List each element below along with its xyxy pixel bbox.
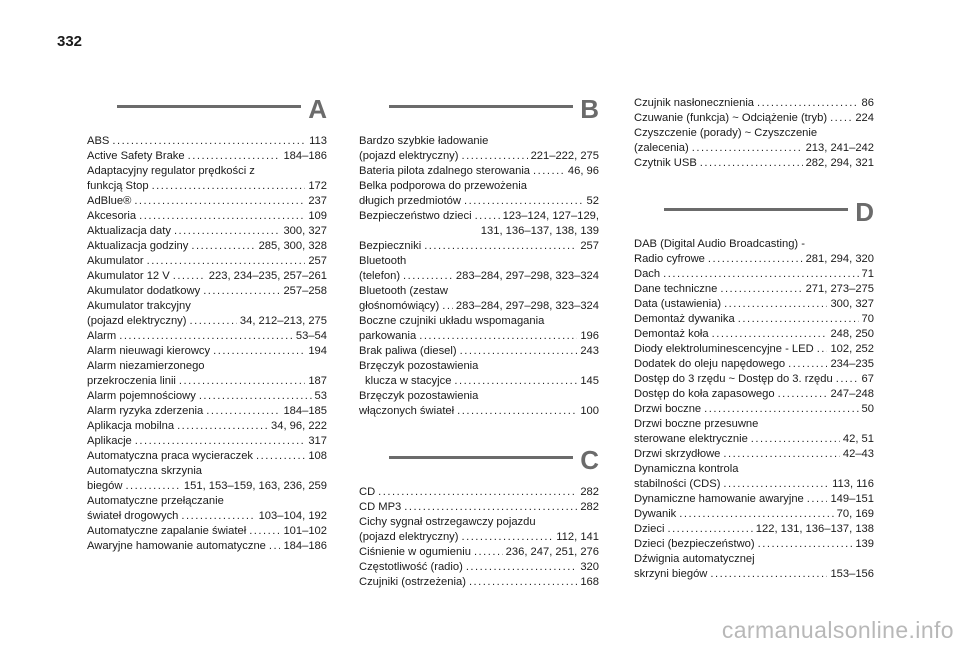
entry-term: Dzieci (bezpieczeństwo) — [634, 538, 755, 550]
page-reference[interactable]: 102, 252 — [830, 343, 874, 355]
entry-term: parkowania — [359, 330, 417, 342]
section-rule — [389, 105, 573, 108]
page-reference[interactable]: 112, 141 — [556, 531, 599, 543]
index-entry — [634, 492, 874, 507]
page-reference[interactable]: 46, 96 — [567, 165, 599, 177]
dot-leader — [269, 539, 281, 554]
entry-term: Akumulator dodatkowy — [87, 285, 201, 297]
index-entry — [359, 359, 599, 389]
entry-term: Dach — [634, 268, 661, 280]
index-section — [634, 96, 874, 171]
dot-leader — [179, 374, 305, 389]
page-reference[interactable]: 184–186 — [283, 540, 327, 552]
index-section — [87, 96, 327, 554]
page-reference[interactable]: 236, 247, 251, 276 — [505, 546, 599, 558]
index-entry — [634, 111, 874, 126]
dot-leader — [758, 537, 853, 552]
index-entry — [87, 389, 327, 404]
page-reference[interactable]: 247–248 — [830, 388, 874, 400]
entry-term-line: Automatyczna skrzynia — [87, 465, 203, 477]
section-letter: D — [855, 197, 874, 227]
entry-term-line: Bluetooth — [359, 255, 407, 267]
index-entry — [359, 209, 599, 239]
index-entry — [634, 372, 874, 387]
dot-leader — [723, 477, 829, 492]
index-entry — [634, 462, 874, 492]
index-entry — [634, 126, 874, 156]
dot-leader — [720, 282, 802, 297]
index-column-1 — [87, 96, 327, 554]
index-entry — [87, 434, 327, 449]
index-entry — [359, 164, 599, 179]
entry-term: Bezpieczeństwo dzieci — [359, 210, 472, 222]
dot-leader — [173, 269, 206, 284]
dot-leader — [419, 329, 577, 344]
entry-term-line: Bluetooth (zestaw — [359, 285, 448, 297]
dot-leader — [757, 96, 859, 111]
index-entry — [634, 387, 874, 402]
entry-term: Demontaż dywanika — [634, 313, 735, 325]
dot-leader — [679, 507, 833, 522]
index-entry — [87, 404, 327, 419]
entry-term: skrzyni biegów — [634, 568, 708, 580]
dot-leader — [112, 134, 306, 149]
page-reference[interactable]: 108 — [308, 450, 327, 462]
dot-leader — [464, 194, 584, 209]
dot-leader — [663, 267, 858, 282]
index-entry — [634, 522, 874, 537]
page-reference[interactable]: 282, 294, 321 — [805, 157, 874, 169]
entry-term-line: Automatyczne przełączanie — [87, 495, 224, 507]
index-entry — [87, 329, 327, 344]
index-entry — [87, 344, 327, 359]
entry-term: Częstotliwość (radio) — [359, 561, 463, 573]
entry-term-line: Adaptacyjny regulator prędkości z — [87, 165, 255, 177]
entry-term: Alarm nieuwagi kierowcy — [87, 345, 211, 357]
page-reference[interactable]: 123–124, 127–129, — [502, 210, 599, 222]
entry-term-line: Dźwignia automatycznej — [634, 553, 755, 565]
page-reference[interactable]: 149–151 — [830, 493, 874, 505]
dot-leader — [836, 372, 859, 387]
page-reference[interactable]: 53–54 — [295, 330, 327, 342]
index-entry — [87, 464, 327, 494]
entry-term: świateł drogowych — [87, 510, 179, 522]
dot-leader — [424, 239, 577, 254]
entry-term: Dodatek do oleju napędowego — [634, 358, 786, 370]
index-entry — [359, 389, 599, 419]
entry-term: włączonych świateł — [359, 405, 455, 417]
page-reference[interactable]: 248, 250 — [830, 328, 874, 340]
index-entry — [634, 537, 874, 552]
index-entry — [87, 299, 327, 329]
watermark: carmanualsonline.info — [721, 617, 954, 643]
page-reference[interactable]: 71 — [861, 268, 874, 280]
entry-term: Awaryjne hamowanie automatyczne — [87, 540, 266, 552]
index-entry — [634, 417, 874, 447]
section-rule — [117, 105, 301, 108]
entry-term-line: Dynamiczna kontrola — [634, 463, 739, 475]
entry-term: kluczа w stacyjce — [365, 375, 452, 387]
dot-leader — [817, 342, 828, 357]
page-reference[interactable]: 282 — [580, 501, 599, 513]
dot-leader — [700, 156, 803, 171]
index-entry — [634, 447, 874, 462]
index-entry — [359, 284, 599, 314]
entry-term: (zalecenia) — [634, 142, 689, 154]
page-reference[interactable]: 243 — [580, 345, 599, 357]
page-reference[interactable]: 145 — [580, 375, 599, 387]
page-reference[interactable]: 109 — [308, 210, 327, 222]
dot-leader — [710, 567, 827, 582]
dot-leader — [457, 404, 577, 419]
index-entry — [359, 575, 599, 590]
entry-term: Alarm ryzyka zderzenia — [87, 405, 204, 417]
dot-leader — [134, 194, 305, 209]
page-reference[interactable]: 113 — [309, 135, 327, 147]
entry-term: Akumulator 12 V — [87, 270, 170, 282]
dot-leader — [692, 141, 803, 156]
page-reference[interactable]: 67 — [861, 373, 874, 385]
index-entry — [87, 524, 327, 539]
index-entry — [87, 539, 327, 554]
page-reference[interactable]: 113, 116 — [832, 478, 874, 490]
page-reference[interactable]: 257 — [580, 240, 599, 252]
entry-term: Automatyczne zapalanie świateł — [87, 525, 247, 537]
dot-leader — [147, 254, 306, 269]
dot-leader — [724, 297, 827, 312]
index-entry — [359, 179, 599, 209]
entry-term: Aplikacja mobilna — [87, 420, 175, 432]
index-entry — [634, 237, 874, 267]
entry-term: (pojazd elektryczny) — [359, 531, 459, 543]
page-reference[interactable]: 300, 327 — [830, 298, 874, 310]
index-section — [634, 199, 874, 582]
index-entry — [359, 134, 599, 164]
entry-term: biegów — [87, 480, 123, 492]
index-entry — [359, 344, 599, 359]
section-rule — [664, 208, 848, 211]
index-entry — [634, 357, 874, 372]
index-entry — [359, 560, 599, 575]
dot-leader — [738, 312, 859, 327]
index-entry — [634, 267, 874, 282]
index-entry — [634, 552, 874, 582]
entry-term: stabilności (CDS) — [634, 478, 721, 490]
dot-leader — [403, 269, 453, 284]
page-reference[interactable]: 103–104, 192 — [258, 510, 327, 522]
page-reference[interactable]: 196 — [580, 330, 599, 342]
index-entry — [87, 164, 327, 194]
index-entry — [359, 515, 599, 545]
index-entry — [87, 224, 327, 239]
dot-leader — [199, 389, 312, 404]
index-entry — [634, 297, 874, 312]
entry-term: Radio cyfrowe — [634, 253, 705, 265]
dot-leader — [778, 387, 828, 402]
page-reference[interactable]: 100 — [580, 405, 599, 417]
page-reference[interactable]: 139 — [855, 538, 874, 550]
entry-term: funkcją Stop — [87, 180, 149, 192]
page-reference[interactable]: 42–43 — [842, 448, 874, 460]
page-number: 332 — [57, 33, 83, 50]
entry-term: Aktualizacja godziny — [87, 240, 189, 252]
page-reference[interactable]: 283–284, 297–298, 323–324 — [455, 270, 599, 282]
page-reference[interactable]: 50 — [861, 403, 874, 415]
dot-leader — [712, 327, 828, 342]
dot-leader — [667, 522, 752, 537]
entry-term: Czujnik nasłonecznienia — [634, 97, 755, 109]
page-reference[interactable]: 237 — [308, 195, 327, 207]
section-letter: B — [580, 94, 599, 124]
dot-leader — [404, 500, 577, 515]
entry-term: Data (ustawienia) — [634, 298, 722, 310]
entry-term: Czytnik USB — [634, 157, 697, 169]
page-reference[interactable]: 34, 212–213, 275 — [239, 315, 327, 327]
page-reference[interactable]: 153–156 — [830, 568, 874, 580]
dot-leader — [460, 344, 578, 359]
dot-leader — [135, 434, 306, 449]
index-column-3 — [634, 96, 874, 582]
entry-term-line: Boczne czujniki układu wspomagania — [359, 315, 545, 327]
index-entry — [87, 269, 327, 284]
dot-leader — [125, 479, 180, 494]
section-header — [87, 96, 327, 134]
entry-term: Alarm pojemnościowy — [87, 390, 196, 402]
dot-leader — [119, 329, 293, 344]
page-reference[interactable]: 281, 294, 320 — [805, 253, 874, 265]
index-entry — [634, 156, 874, 171]
index-entry — [634, 282, 874, 297]
entry-term: Bateria pilota zdalnego sterowania — [359, 165, 531, 177]
index-entry — [359, 545, 599, 560]
page-reference[interactable]: 42, 51 — [842, 433, 874, 445]
index-entry — [87, 419, 327, 434]
section-header — [359, 447, 599, 485]
page-reference[interactable]: 53 — [314, 390, 327, 402]
index-entry — [634, 342, 874, 357]
page-reference[interactable]: 194 — [308, 345, 327, 357]
entry-term: głośnomówiący) — [359, 300, 440, 312]
index-entry — [634, 507, 874, 522]
dot-leader — [469, 575, 577, 590]
entry-term-line: Czyszczenie (porady) ~ Czyszczenie — [634, 127, 818, 139]
entry-term: ABS — [87, 135, 110, 147]
page-reference[interactable]: 70, 169 — [836, 508, 874, 520]
index-entry — [87, 284, 327, 299]
index-entry — [634, 327, 874, 342]
page-reference[interactable]: 184–185 — [283, 405, 327, 417]
entry-term: Dywanik — [634, 508, 677, 520]
dot-leader — [533, 164, 565, 179]
entry-term: długich przedmiotów — [359, 195, 461, 207]
section-letter: A — [308, 94, 327, 124]
dot-leader — [378, 485, 577, 500]
index-entry — [87, 209, 327, 224]
dot-leader — [152, 179, 306, 194]
entry-term: (pojazd elektryczny) — [87, 315, 187, 327]
entry-term: Dynamiczne hamowanie awaryjne — [634, 493, 804, 505]
entry-term-line: Alarm niezamierzonego — [87, 360, 205, 372]
page-reference[interactable]: 86 — [861, 97, 874, 109]
index-entry — [87, 134, 327, 149]
dot-leader — [191, 239, 255, 254]
entry-term: sterowane elektrycznie — [634, 433, 748, 445]
entry-term: Dzieci — [634, 523, 665, 535]
entry-term-line: Drzwi boczne przesuwne — [634, 418, 759, 430]
entry-term: Alarm — [87, 330, 117, 342]
index-entry — [359, 239, 599, 254]
index-entry — [634, 312, 874, 327]
dot-leader — [454, 374, 577, 389]
page-reference[interactable]: 285, 300, 328 — [258, 240, 327, 252]
page-reference[interactable]: 122, 131, 136–137, 138 — [755, 523, 874, 535]
dot-leader — [461, 530, 553, 545]
page-reference[interactable]: 234–235 — [830, 358, 874, 370]
entry-term: (pojazd elektryczny) — [359, 150, 459, 162]
page-reference[interactable]: 224 — [855, 112, 874, 124]
page-reference[interactable]: 172 — [308, 180, 327, 192]
dot-leader — [751, 432, 840, 447]
dot-leader — [704, 402, 858, 417]
entry-term: AdBlue® — [87, 195, 132, 207]
entry-term: Drzwi skrzydłowe — [634, 448, 721, 460]
index-entry — [359, 314, 599, 344]
index-entry — [87, 254, 327, 269]
entry-term-line: DAB (Digital Audio Broadcasting) - — [634, 238, 805, 250]
dot-leader — [249, 524, 280, 539]
page-reference[interactable]: 271, 273–275 — [805, 283, 874, 295]
dot-leader — [442, 299, 453, 314]
entry-term-line: Cichy sygnał ostrzegawczy pojazdu — [359, 516, 536, 528]
entry-term-line: Belka podporowa do przewożenia — [359, 180, 527, 192]
page-reference[interactable]: 52 — [586, 195, 599, 207]
page-reference[interactable]: 70 — [861, 313, 874, 325]
page-reference[interactable]: 213, 241–242 — [805, 142, 874, 154]
page-reference[interactable]: 317 — [308, 435, 327, 447]
entry-term: Czujniki (ostrzeżenia) — [359, 576, 466, 588]
index-entry — [634, 402, 874, 417]
dot-leader — [139, 209, 305, 224]
entry-term: Diody elektroluminescencyjne - LED — [634, 343, 814, 355]
entry-term: Akumulator — [87, 255, 144, 267]
index-entry — [87, 359, 327, 389]
section-header — [359, 96, 599, 134]
index-entry — [87, 149, 327, 164]
index-entry — [359, 485, 599, 500]
page-reference[interactable]: 34, 96, 222 — [271, 420, 327, 432]
dot-leader — [466, 560, 578, 575]
entry-term-line: Bardzo szybkie ładowanie — [359, 135, 489, 147]
dot-leader — [807, 492, 828, 507]
dot-leader — [213, 344, 305, 359]
index-entry — [87, 239, 327, 254]
index-section — [359, 447, 599, 590]
dot-leader — [174, 224, 280, 239]
dot-leader — [723, 447, 839, 462]
entry-term-line: Akumulator trakcyjny — [87, 300, 191, 312]
entry-term: Dostęp do 3 rzędu ~ Dostęp do 3. rzędu — [634, 373, 833, 385]
entry-term: przekroczenia linii — [87, 375, 176, 387]
entry-term: Dostęp do koła zapasowego — [634, 388, 775, 400]
section-letter: C — [580, 445, 599, 475]
index-entry — [87, 449, 327, 464]
page-reference[interactable]: 282 — [580, 486, 599, 498]
index-column-2 — [359, 96, 599, 590]
entry-term: CD MP3 — [359, 501, 402, 513]
entry-term-line: Brzęczyk pozostawienia — [359, 360, 479, 372]
entry-term-line: Brzęczyk pozostawienia — [359, 390, 479, 402]
entry-term: Automatyczna praca wycieraczek — [87, 450, 254, 462]
page-reference[interactable]: 320 — [580, 561, 599, 573]
dot-leader — [181, 509, 255, 524]
dot-leader — [189, 314, 236, 329]
page-reference[interactable]: 257–258 — [283, 285, 327, 297]
page-reference[interactable]: 223, 234–235, 257–261 — [208, 270, 327, 282]
dot-leader — [461, 149, 527, 164]
entry-term: Active Safety Brake — [87, 150, 185, 162]
dot-leader — [830, 111, 852, 126]
page-reference[interactable]: 187 — [308, 375, 327, 387]
page-reference[interactable]: 151, 153–159, 163, 236, 259 — [183, 480, 327, 492]
page-reference[interactable]: 300, 327 — [283, 225, 327, 237]
entry-term: Demontaż koła — [634, 328, 709, 340]
section-header — [634, 199, 874, 237]
entry-term: Dane techniczne — [634, 283, 718, 295]
index-entry — [359, 254, 599, 284]
page-reference[interactable]: 221–222, 275 — [530, 150, 599, 162]
dot-leader — [177, 419, 268, 434]
dot-leader — [203, 284, 280, 299]
entry-term: Aktualizacja daty — [87, 225, 171, 237]
page-reference[interactable]: 283–284, 297–298, 323–324 — [455, 300, 599, 312]
entry-term: Brak paliwa (diesel) — [359, 345, 457, 357]
index-entry — [634, 96, 874, 111]
dot-leader — [788, 357, 827, 372]
entry-term: Czuwanie (funkcja) ~ Odciążenie (tryb) — [634, 112, 828, 124]
page-reference[interactable]: 184–186 — [283, 150, 327, 162]
index-entry — [359, 500, 599, 515]
dot-leader — [206, 404, 280, 419]
index-entry — [87, 194, 327, 209]
entry-term: Aplikacje — [87, 435, 132, 447]
entry-term: Akcesoria — [87, 210, 137, 222]
entry-term: Drzwi boczne — [634, 403, 702, 415]
section-rule — [389, 456, 573, 459]
entry-term: CD — [359, 486, 376, 498]
entry-term: (telefon) — [359, 270, 401, 282]
dot-leader — [188, 149, 281, 164]
page-reference-continued[interactable]: 131, 136–137, 138, 139 — [480, 225, 599, 237]
dot-leader — [256, 449, 305, 464]
page-reference[interactable]: 257 — [308, 255, 327, 267]
dot-leader — [708, 252, 803, 267]
page-reference[interactable]: 101–102 — [283, 525, 327, 537]
entry-term: Bezpieczniki — [359, 240, 422, 252]
dot-leader — [474, 545, 503, 560]
index-section — [359, 96, 599, 419]
index-entry — [87, 494, 327, 524]
entry-term: Ciśnienie w ogumieniu — [359, 546, 471, 558]
page-reference[interactable]: 168 — [580, 576, 599, 588]
dot-leader — [475, 209, 500, 224]
